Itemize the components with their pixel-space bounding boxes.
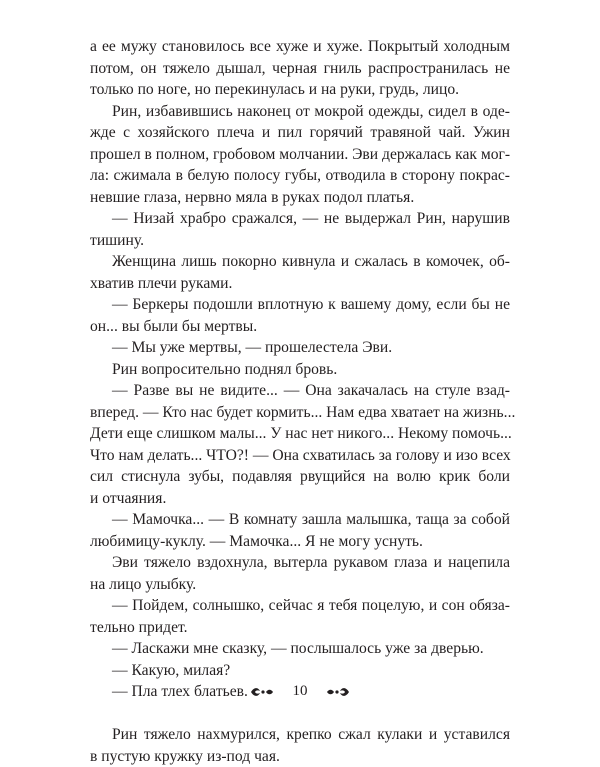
paragraph-spacer: [90, 703, 510, 725]
text-line: и отчаяния.: [90, 488, 510, 510]
text-line: вперед. — Кто нас будет кормить... Нам едва хватает на жизнь...: [90, 402, 510, 424]
text-line: хватив плечи руками.: [90, 273, 510, 295]
text-line: — Разве вы не видите... — Она закачалась на стуле взад-: [90, 380, 510, 402]
fleuron-left-icon: [249, 686, 275, 698]
text-line: — Пла тлех блатьев.: [90, 681, 510, 703]
text-line: невшие глаза, нервно мяла в руках подол платья.: [90, 187, 510, 209]
text-line: — Ласкажи мне сказку, — послышалось уже за дверью.: [90, 638, 510, 660]
text-line: — Мы уже мертвы, — прошелестела Эви.: [90, 337, 510, 359]
text-line: он... вы были бы мертвы.: [90, 316, 510, 338]
text-line: Женщина лишь покорно кивнула и сжалась в комочек, об-: [90, 251, 510, 273]
text-line: Рин вопросительно поднял бровь.: [90, 359, 510, 381]
text-line: жде с хозяйского плеча и пил горячий травяной чай. Ужин: [90, 122, 510, 144]
text-line: Рин, избавившись наконец от мокрой одежды, сидел в оде-: [90, 101, 510, 123]
page-footer: [0, 683, 600, 700]
page-body-text: [90, 36, 510, 767]
text-line: любимицу-куклу. — Мамочка... Я не могу уснуть.: [90, 531, 510, 553]
text-line: в пустую кружку из-под чая.: [90, 746, 510, 767]
text-line: потом, он тяжело дышал, черная гниль распространилась не: [90, 58, 510, 80]
text-line: — Пойдем, солнышко, сейчас я тебя поцелую, и сон обяза-: [90, 595, 510, 617]
text-line: — Мамочка... — В комнату зашла малышка, таща за собой: [90, 509, 510, 531]
text-line: Что нам делать... ЧТО?! — Она схватилась за голову и изо всех: [90, 445, 510, 467]
text-line: Дети еще слишком малы... У нас нет никого... Некому помочь...: [90, 423, 510, 445]
text-line: — Какую, милая?: [90, 660, 510, 682]
page-number: 10: [293, 683, 308, 700]
text-line: только по ноге, но перекинулась и на руки, грудь, лицо.: [90, 79, 510, 101]
text-line: Рин тяжело нахмурился, крепко сжал кулаки и уставился: [90, 724, 510, 746]
text-line: а ее мужу становилось все хуже и хуже. Покрытый холодным: [90, 36, 510, 58]
text-line: тишину.: [90, 230, 510, 252]
text-line: прошел в полном, гробовом молчании. Эви держалась как мог-: [90, 144, 510, 166]
fleuron-right-icon: [325, 686, 351, 698]
text-line: — Низай храбро сражался, — не выдержал Рин, нарушив: [90, 208, 510, 230]
text-line: сил стиснула зубы, подавляя рвущийся на волю крик боли: [90, 466, 510, 488]
text-line: на лицо улыбку.: [90, 574, 510, 596]
text-line: тельно придет.: [90, 617, 510, 639]
text-line: ла: сжимала в белую полосу губы, отводила в сторону покрас-: [90, 165, 510, 187]
text-line: — Беркеры подошли вплотную к вашему дому, если бы не: [90, 294, 510, 316]
text-line: Эви тяжело вздохнула, вытерла рукавом глаза и нацепила: [90, 552, 510, 574]
